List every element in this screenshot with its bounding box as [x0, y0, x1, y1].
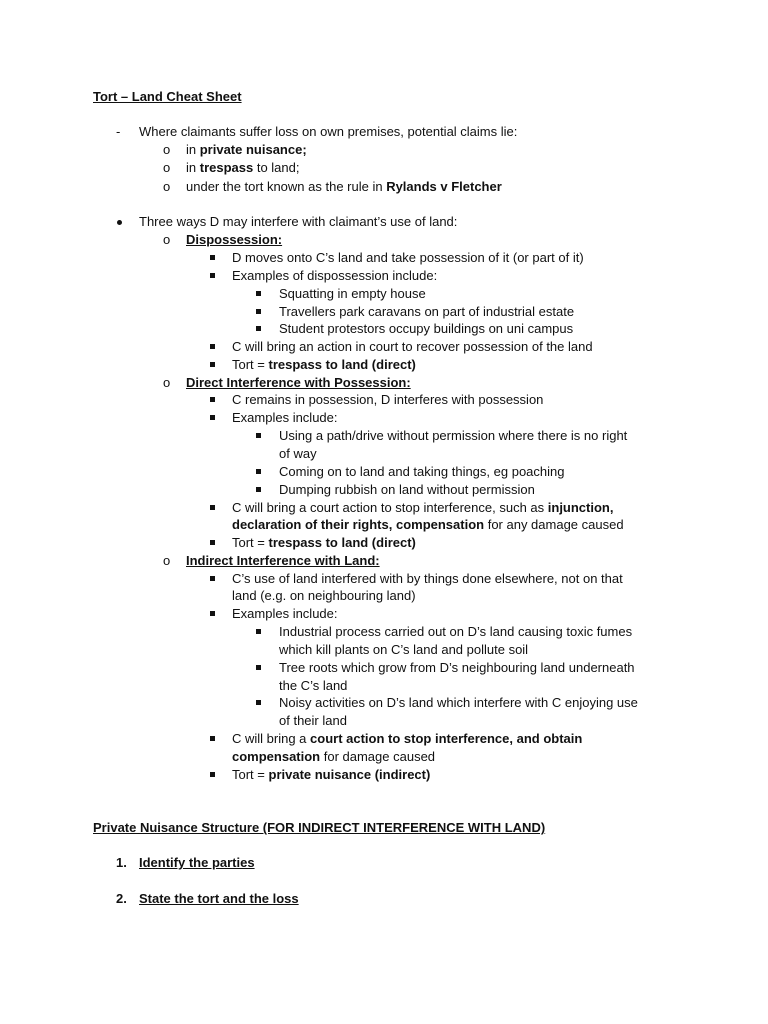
step-number-2: 2. [116, 891, 127, 906]
square-bullet [210, 611, 215, 616]
step-number-1: 1. [116, 855, 127, 870]
indirect-line-3a: C will bring a court action to stop interference, and obtain [232, 731, 583, 746]
square-bullet [210, 736, 215, 741]
square-bullet [210, 576, 215, 581]
indirect-tort: Tort = private nuisance (indirect) [232, 767, 431, 782]
step-2: State the tort and the loss [139, 891, 299, 906]
indirect-example-3a: Noisy activities on D’s land which interfere with C enjoying use [279, 695, 638, 710]
direct-line-3a: C will bring a court action to stop interference, such as injunction, [232, 500, 614, 515]
direct-example-1a: Using a path/drive without permission where there is no right [279, 428, 628, 443]
square-bullet [256, 469, 261, 474]
square-bullet [210, 772, 215, 777]
indirect-example-3b: of their land [279, 713, 347, 728]
indirect-example-2a: Tree roots which grow from D’s neighbouring land underneath [279, 660, 635, 675]
circle-bullet: o [163, 160, 171, 175]
indirect-example-2b: the C’s land [279, 678, 348, 693]
square-bullet [210, 540, 215, 545]
dispossession-line-2: Examples of dispossession include: [232, 268, 438, 283]
indirect-heading: Indirect Interference with Land: [186, 553, 380, 568]
indirect-line-2: Examples include: [232, 606, 338, 621]
doc-title: Tort – Land Cheat Sheet [93, 89, 242, 104]
disc-bullet [117, 220, 122, 225]
square-bullet [256, 291, 261, 296]
square-bullet [210, 505, 215, 510]
indirect-line-1a: C’s use of land interfered with by things done elsewhere, not on that [232, 571, 623, 586]
dispossession-tort: Tort = trespass to land (direct) [232, 357, 416, 372]
square-bullet [210, 415, 215, 420]
intro-item-1: in private nuisance; [186, 142, 307, 157]
indirect-line-3b: compensation for damage caused [232, 749, 436, 764]
dispossession-heading: Dispossession: [186, 232, 283, 247]
direct-example-1b: of way [279, 446, 317, 461]
square-bullet [210, 255, 215, 260]
circle-bullet: o [163, 232, 171, 247]
indirect-line-1b: land (e.g. on neighbouring land) [232, 588, 416, 603]
circle-bullet: o [163, 375, 171, 390]
step-1: Identify the parties [139, 855, 255, 870]
direct-example-3: Dumping rubbish on land without permission [279, 482, 535, 497]
direct-example-2: Coming on to land and taking things, eg poaching [279, 464, 565, 479]
dispossession-line-1: D moves onto C’s land and take possession of it (or part of it) [232, 250, 584, 265]
three-ways-text: Three ways D may interfere with claimant’s use of land: [139, 214, 458, 229]
direct-tort: Tort = trespass to land (direct) [232, 535, 416, 550]
dispossession-line-3: C will bring an action in court to recover possession of the land [232, 339, 593, 354]
square-bullet [256, 487, 261, 492]
dash-bullet: - [116, 124, 121, 139]
dispossession-example-1: Squatting in empty house [279, 286, 426, 301]
square-bullet [256, 629, 261, 634]
square-bullet [256, 665, 261, 670]
intro-text: Where claimants suffer loss on own premises, potential claims lie: [139, 124, 518, 139]
square-bullet [256, 700, 261, 705]
square-bullet [210, 362, 215, 367]
square-bullet [210, 344, 215, 349]
circle-bullet: o [163, 553, 171, 568]
intro-item-2: in trespass to land; [186, 160, 300, 175]
square-bullet [256, 326, 261, 331]
circle-bullet: o [163, 142, 171, 157]
square-bullet [256, 309, 261, 314]
structure-title: Private Nuisance Structure (FOR INDIRECT INTERFERENCE WITH LAND) [93, 820, 546, 835]
intro-item-3: under the tort known as the rule in Rylands v Fletcher [186, 179, 502, 194]
direct-line-2: Examples include: [232, 410, 338, 425]
circle-bullet: o [163, 179, 171, 194]
indirect-example-1b: which kill plants on C’s land and pollute soil [279, 642, 529, 657]
direct-heading: Direct Interference with Possession: [186, 375, 411, 390]
square-bullet [210, 397, 215, 402]
direct-line-1: C remains in possession, D interferes with possession [232, 392, 544, 407]
indirect-example-1a: Industrial process carried out on D’s land causing toxic fumes [279, 624, 633, 639]
dispossession-example-3: Student protestors occupy buildings on uni campus [279, 321, 574, 336]
square-bullet [210, 273, 215, 278]
square-bullet [256, 433, 261, 438]
direct-line-3b: declaration of their rights, compensation for any damage caused [232, 517, 624, 532]
dispossession-example-2: Travellers park caravans on part of industrial estate [279, 304, 575, 319]
